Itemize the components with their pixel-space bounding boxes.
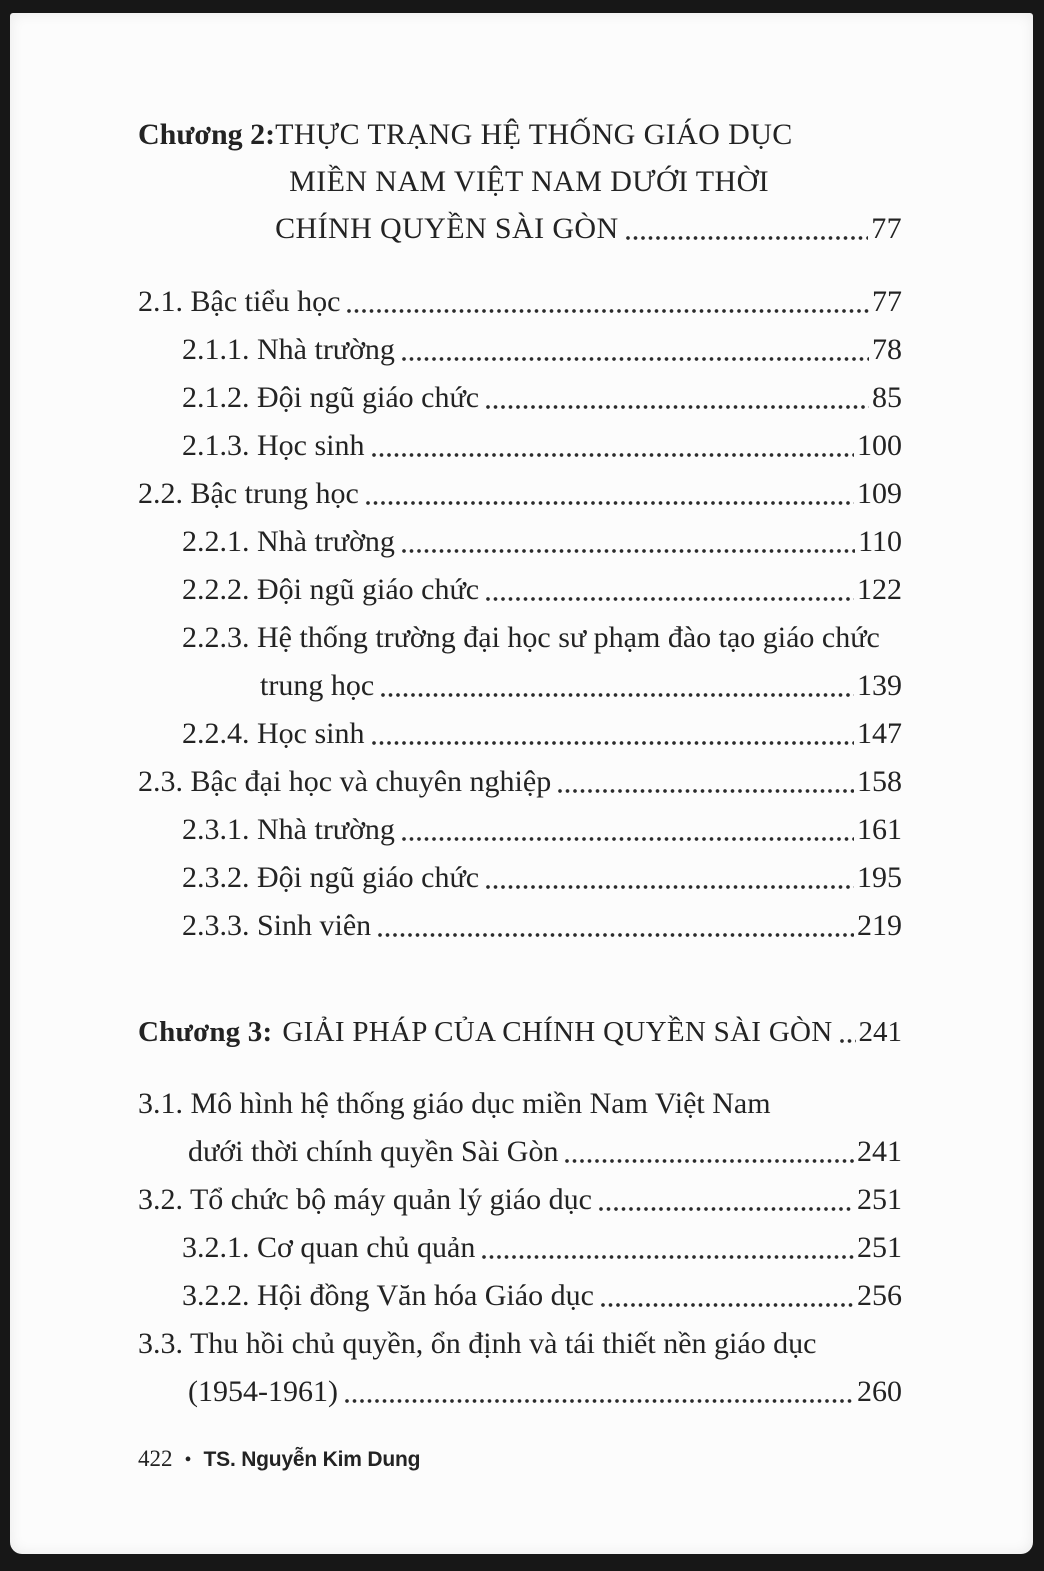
toc-entry xyxy=(138,758,902,806)
entry-page-number: 260 xyxy=(857,1375,902,1408)
entry-page-number: 122 xyxy=(857,573,902,606)
dot-leader xyxy=(484,374,869,422)
toc-entry xyxy=(182,854,902,902)
chapter-3-heading xyxy=(138,1008,902,1056)
dot-leader xyxy=(624,205,869,252)
entry-page-number: 241 xyxy=(857,1135,902,1168)
toc-entry xyxy=(138,1320,902,1368)
entry-text: 2.2.4. Học sinh xyxy=(182,717,365,750)
entry-page-number: 195 xyxy=(857,861,902,894)
dot-leader xyxy=(480,1224,854,1272)
entry-text: 3.2. Tổ chức bộ máy quản lý giáo dục xyxy=(138,1183,592,1216)
table-of-contents xyxy=(10,13,1033,1475)
entry-text: 3.2.1. Cơ quan chủ quản xyxy=(182,1231,476,1264)
entry-text: 2.1.1. Nhà trường xyxy=(182,333,395,366)
entry-page-number: 161 xyxy=(857,813,902,846)
entry-text: 2.2.1. Nhà trường xyxy=(182,525,395,558)
page-footer xyxy=(138,1444,902,1475)
entry-page-number: 85 xyxy=(872,381,902,414)
chapter-2-label: Chương 2: xyxy=(138,118,276,151)
toc-entry xyxy=(182,614,902,662)
toc-entry xyxy=(182,326,902,374)
dot-leader xyxy=(400,518,855,566)
entry-text: 2.2. Bậc trung học xyxy=(138,477,359,510)
toc-entry xyxy=(182,566,902,614)
toc-entry xyxy=(182,518,902,566)
entry-text: 2.3.1. Nhà trường xyxy=(182,813,395,846)
toc-entry-continuation xyxy=(188,1128,902,1176)
toc-entry xyxy=(182,710,902,758)
entry-page-number: 110 xyxy=(858,525,902,558)
entry-text: 2.3.3. Sinh viên xyxy=(182,909,372,942)
entry-page-number: 100 xyxy=(857,429,902,462)
chapter-3-title: GIẢI PHÁP CỦA CHÍNH QUYỀN SÀI GÒN xyxy=(282,1016,833,1048)
entry-page-number: 78 xyxy=(872,333,902,366)
dot-leader xyxy=(400,326,869,374)
entry-text: 2.1.2. Đội ngũ giáo chức xyxy=(182,381,480,414)
section-2-entries xyxy=(138,278,902,950)
dot-leader xyxy=(370,422,855,470)
dot-leader xyxy=(370,710,855,758)
toc-entry xyxy=(182,1272,902,1320)
chapter-2-title xyxy=(275,111,902,252)
entry-text: 2.3. Bậc đại học và chuyên nghiệp xyxy=(138,765,552,798)
toc-entry-continuation xyxy=(188,1368,902,1416)
entry-page-number: 251 xyxy=(857,1231,902,1264)
entry-page-number: 251 xyxy=(857,1183,902,1216)
chapter-2-title-text: CHÍNH QUYỀN SÀI GÒN xyxy=(275,212,619,245)
toc-entry xyxy=(182,806,902,854)
entry-page-number: 147 xyxy=(857,717,902,750)
entry-page-number: 219 xyxy=(857,909,902,942)
entry-page-number: 139 xyxy=(857,669,902,702)
entry-text: 3.3. Thu hồi chủ quyền, ổn định và tái thiết nền giáo dục xyxy=(138,1327,817,1360)
dot-leader xyxy=(364,470,854,518)
dot-leader xyxy=(563,1128,854,1176)
chapter-2-title-line-1: THỰC TRẠNG HỆ THỐNG GIÁO DỤC xyxy=(275,118,793,151)
toc-entry xyxy=(138,278,902,326)
toc-entry xyxy=(138,1080,902,1128)
chapter-2-page-number: 77 xyxy=(871,212,902,245)
dot-leader xyxy=(379,662,854,710)
entry-text: (1954-1961) xyxy=(188,1375,338,1408)
toc-entry xyxy=(182,1224,902,1272)
chapter-3-label: Chương 3: xyxy=(138,1016,273,1048)
toc-entry xyxy=(182,902,902,950)
book-page xyxy=(10,13,1033,1554)
entry-text: 2.3.2. Đội ngũ giáo chức xyxy=(182,861,480,894)
entry-text: 3.2.2. Hội đồng Văn hóa Giáo dục xyxy=(182,1279,594,1312)
dot-leader xyxy=(556,758,854,806)
toc-entry xyxy=(182,422,902,470)
dot-leader xyxy=(400,806,854,854)
section-3-entries xyxy=(138,1080,902,1416)
dot-leader xyxy=(597,1176,854,1224)
chapter-2-heading xyxy=(138,111,902,252)
entry-page-number: 256 xyxy=(857,1279,902,1312)
footer-author: TS. Nguyễn Kim Dung xyxy=(203,1448,421,1471)
dot-leader xyxy=(484,566,854,614)
dot-leader xyxy=(838,1008,856,1056)
footer-page-number: 422 xyxy=(138,1446,173,1471)
toc-entry xyxy=(182,374,902,422)
dot-leader xyxy=(484,854,854,902)
dot-leader xyxy=(376,902,854,950)
entry-text: 2.1.3. Học sinh xyxy=(182,429,365,462)
entry-page-number: 77 xyxy=(872,285,902,318)
toc-entry-continuation xyxy=(260,662,902,710)
bullet-separator: • xyxy=(184,1449,192,1471)
entry-page-number: 109 xyxy=(857,477,902,510)
toc-entry xyxy=(138,470,902,518)
dot-leader xyxy=(343,1368,854,1416)
entry-text: 2.1. Bậc tiểu học xyxy=(138,285,341,318)
entry-text: 2.2.2. Đội ngũ giáo chức xyxy=(182,573,480,606)
entry-text: 3.1. Mô hình hệ thống giáo dục miền Nam Việt Nam xyxy=(138,1087,771,1120)
entry-page-number: 158 xyxy=(857,765,902,798)
entry-text: trung học xyxy=(260,669,375,702)
entry-text: 2.2.3. Hệ thống trường đại học sư phạm đào tạo giáo chức xyxy=(182,621,880,654)
entry-text: dưới thời chính quyền Sài Gòn xyxy=(188,1135,559,1168)
chapter-2-title-line-3 xyxy=(275,205,902,252)
dot-leader xyxy=(599,1272,854,1320)
dot-leader xyxy=(345,278,869,326)
toc-entry xyxy=(138,1176,902,1224)
chapter-3-page-number: 241 xyxy=(858,1016,902,1048)
chapter-2-title-line-2: MIỀN NAM VIỆT NAM DƯỚI THỜI xyxy=(289,165,770,198)
